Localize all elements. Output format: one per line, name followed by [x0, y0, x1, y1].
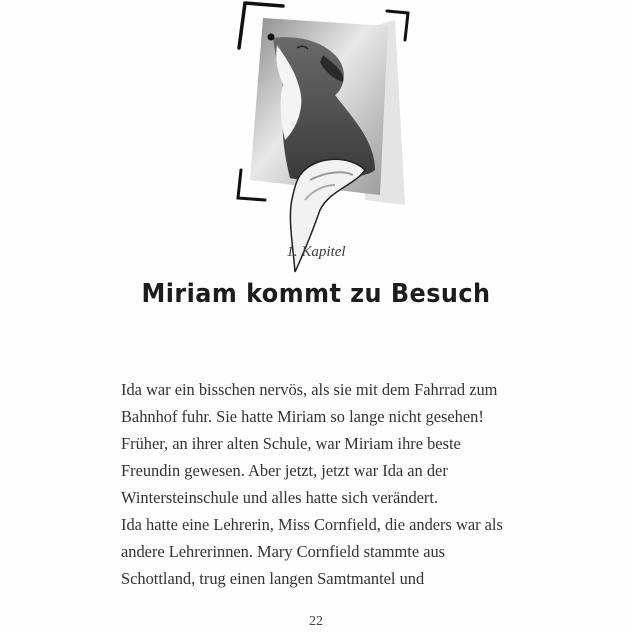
text-line: andere Lehrerinnen. Mary Cornfield stammte aus	[121, 542, 446, 561]
text-line: Bahnhof fuhr. Sie hatte Miriam so lange nicht gesehen!	[121, 407, 484, 426]
text-line: Früher, an ihrer alten Schule, war Miriam ihre beste	[121, 434, 461, 453]
chapter-title: Miriam kommt zu Besuch	[141, 279, 491, 309]
text-line: Freundin gewesen. Aber jetzt, jetzt war Ida an der	[121, 461, 448, 480]
text-line: Wintersteinschule und alles hatte sich verändert.	[121, 488, 439, 507]
text-line: Ida war ein bisschen nervös, als sie mit dem Fahrrad zum	[121, 380, 498, 399]
page-number: 22	[309, 614, 323, 629]
chapter-label: 1. Kapitel	[286, 244, 346, 260]
text-line: Ida hatte eine Lehrerin, Miss Cornfield, die anders war als	[121, 515, 503, 534]
fox-illustration	[225, 0, 415, 275]
text-line: Schottland, trug einen langen Samtmantel und	[121, 569, 425, 588]
body-text	[121, 376, 541, 592]
